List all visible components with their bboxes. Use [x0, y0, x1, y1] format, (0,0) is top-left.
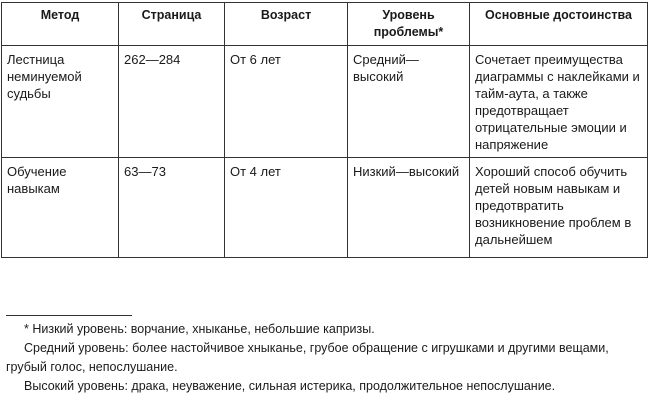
methods-table [1, 2, 648, 258]
header-method: Метод [2, 3, 119, 46]
table-row [2, 46, 648, 158]
cell-age: От 6 лет [225, 46, 348, 158]
cell-method: Лестница неминуемой судьбы [2, 46, 119, 158]
cell-pages: 63—73 [119, 158, 225, 258]
cell-method: Обучение навыкам [2, 158, 119, 258]
header-problem-level: Уровень проблемы* [348, 3, 470, 46]
cell-level: Средний—высокий [348, 46, 470, 158]
table-row [2, 158, 648, 258]
footnote-medium: Средний уровень: более настойчивое хныканье, грубое обращение с игрушками и другими вещами, грубый голос, непослушание. [6, 341, 609, 374]
cell-pages: 262—284 [119, 46, 225, 158]
cell-benefits: Сочетает преимущества диаграммы с наклейками и тайм-аута, а также предотвращает отрицательные эмоции и напряжение [470, 46, 648, 158]
footnote-low: * Низкий уровень: ворчание, хныканье, небольшие капризы. [24, 322, 375, 336]
header-page: Страница [119, 3, 225, 46]
header-benefits: Основные достоинства [470, 3, 648, 46]
cell-benefits: Хороший способ обучить детей новым навыкам и предотвратить возникновение проблем в дальнейшем [470, 158, 648, 258]
footnotes [6, 320, 646, 396]
cell-level: Низкий—высокий [348, 158, 470, 258]
header-age: Возраст [225, 3, 348, 46]
cell-age: От 4 лет [225, 158, 348, 258]
footnote-high: Высокий уровень: драка, неуважение, сильная истерика, продолжительное непослушание. [24, 379, 556, 393]
footnote-divider [6, 315, 132, 316]
table-header-row [2, 3, 648, 46]
